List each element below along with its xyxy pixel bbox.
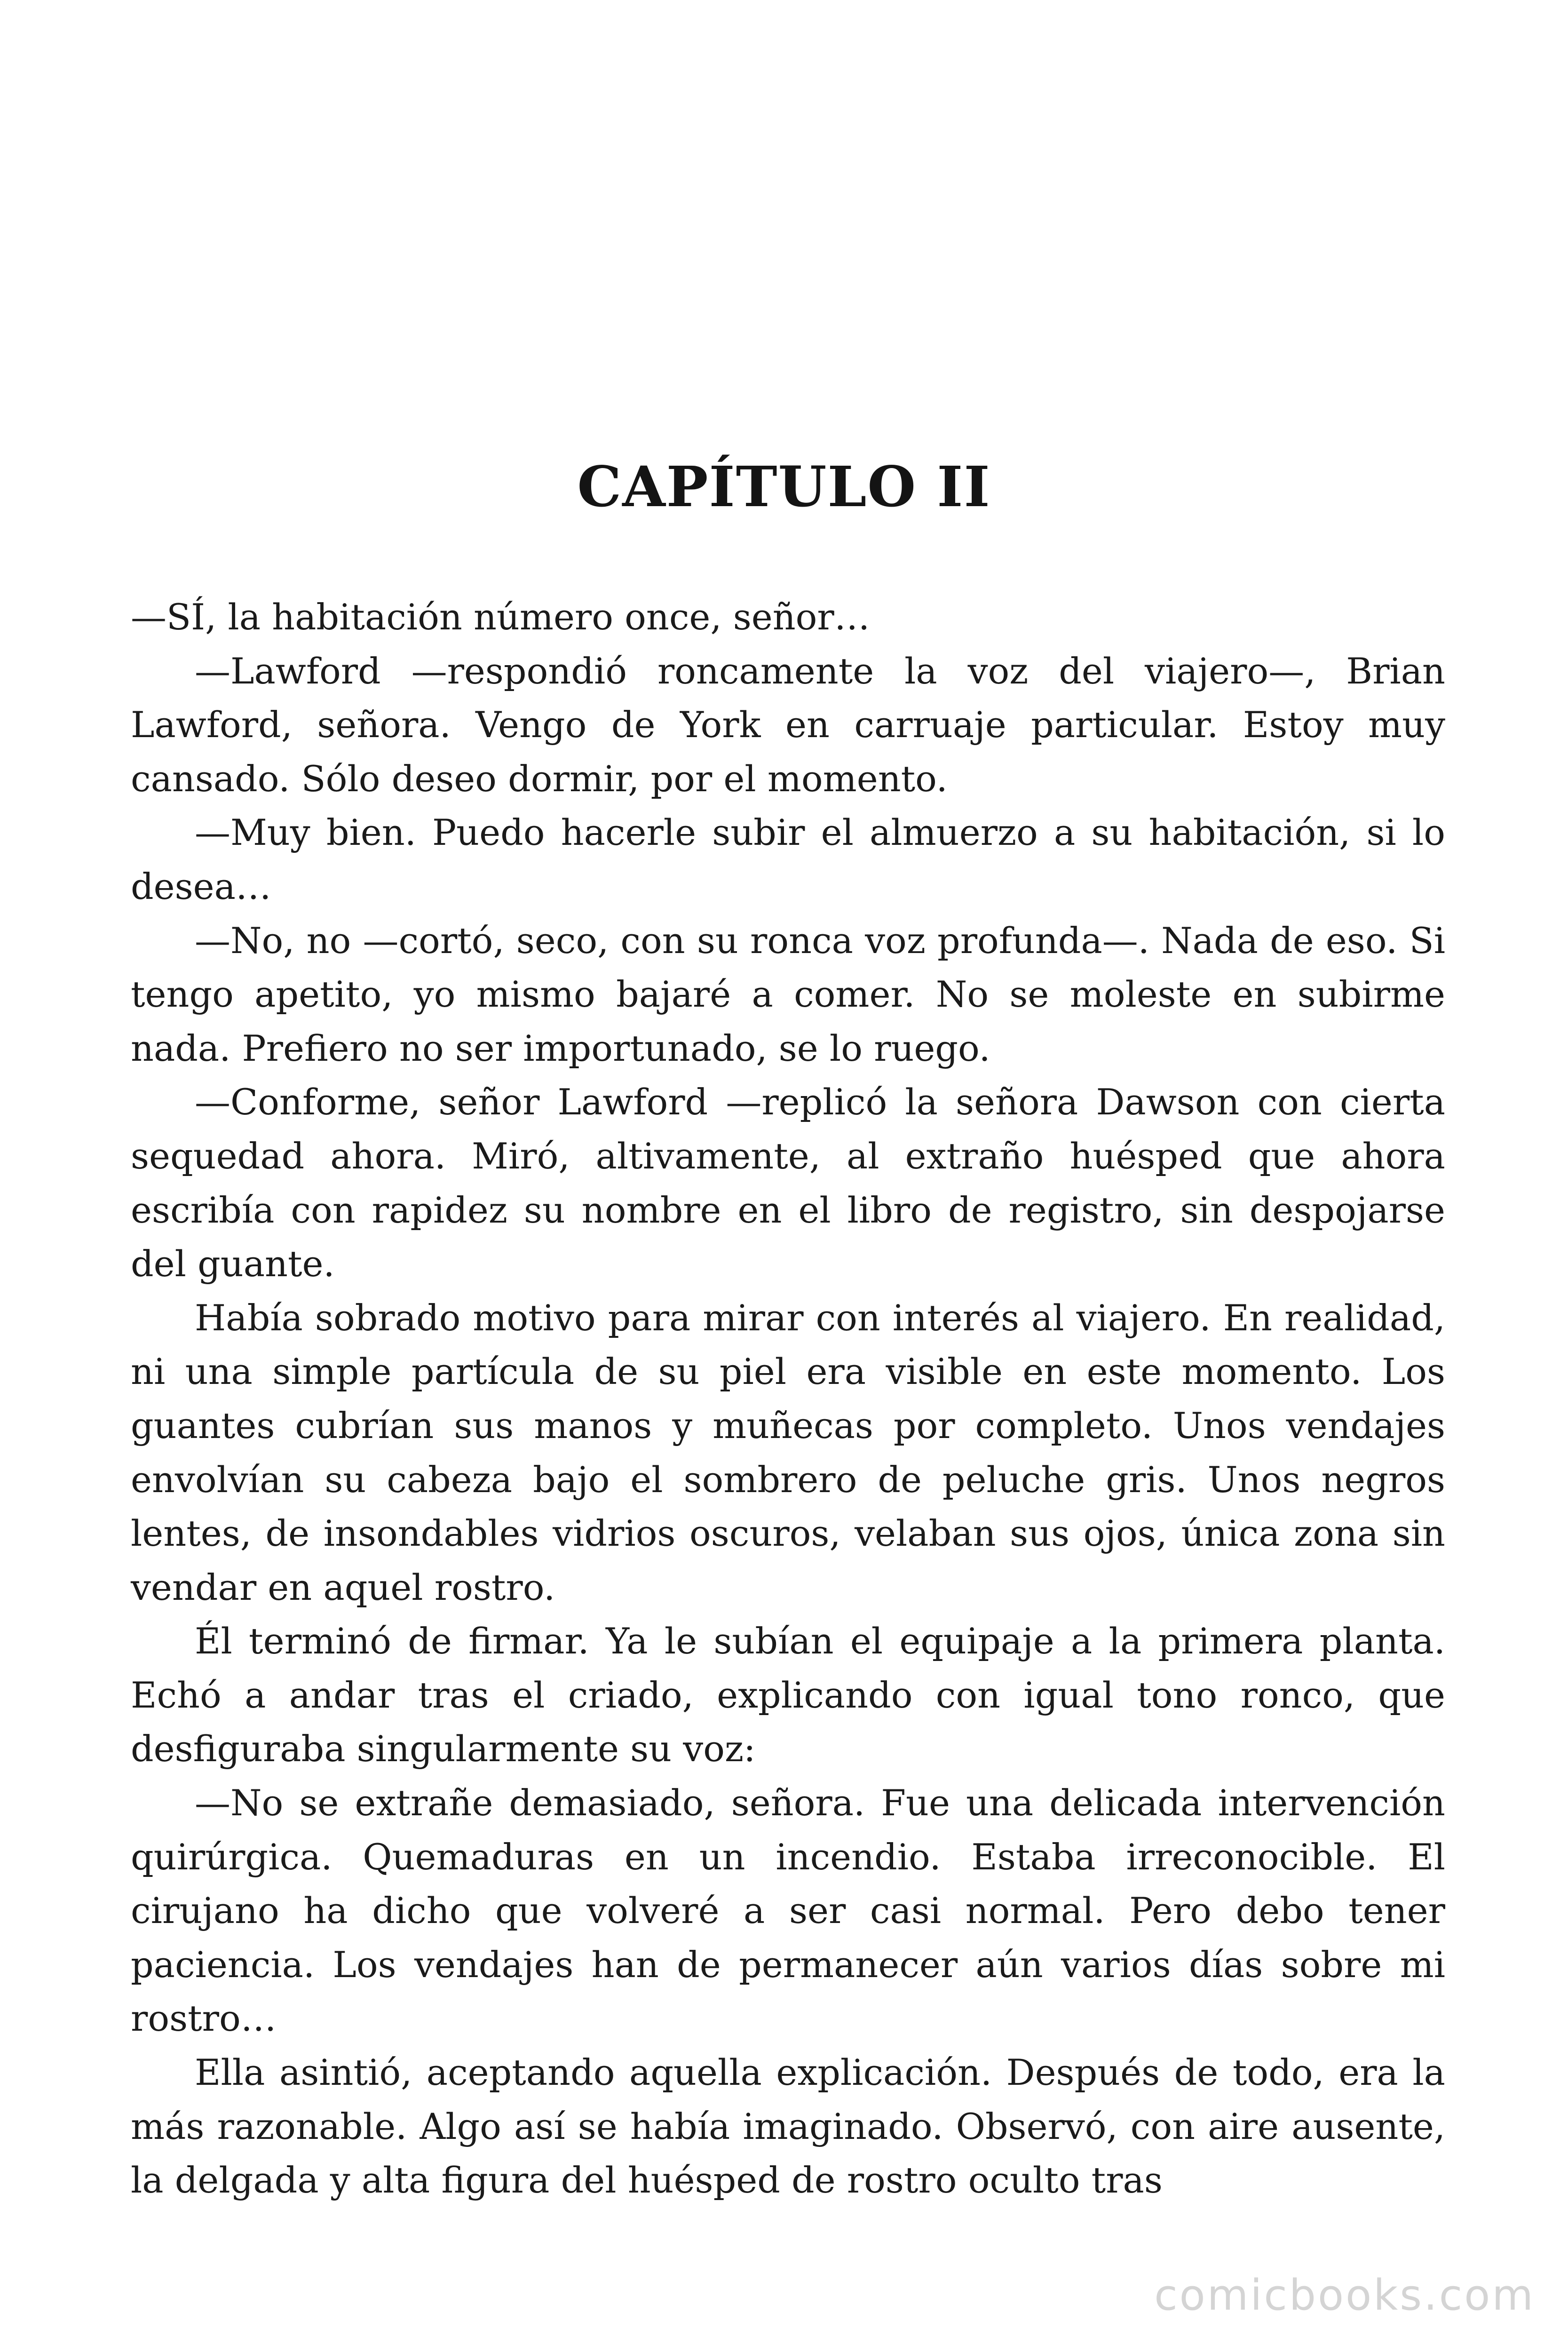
paragraph: —Conforme, señor Lawford —replicó la señora Dawson con cierta sequedad ahora. Miró, altivamente, al extraño huésped que ahora escribía con rapidez su nombre en el libro de registro, sin despojarse del guante. — [131, 1081, 1445, 1285]
watermark: comicbooks.com — [1154, 2271, 1535, 2320]
paragraph: —Muy bien. Puedo hacerle subir el almuerzo a su habitación, si lo desea… — [131, 811, 1445, 907]
chapter-body — [131, 590, 1445, 2208]
paragraph: Él terminó de firmar. Ya le subían el equipaje a la primera planta. Echó a andar tras el criado, explicando con igual tono ronco, que desfiguraba singularmente su voz: — [131, 1620, 1445, 1770]
chapter-title: CAPÍTULO II — [577, 454, 991, 519]
paragraph: —No, no —cortó, seco, con su ronca voz profunda—. Nada de eso. Si tengo apetito, yo mismo bajaré a comer. No se moleste en subirme nada. Prefiero no ser importunado, se lo ruego. — [131, 919, 1445, 1069]
paragraph: Había sobrado motivo para mirar con interés al viajero. En realidad, ni una simple partícula de su piel era visible en este momento. Los guantes cubrían sus manos y muñecas por completo. Unos vendajes envolvían su cabeza bajo el sombrero de peluche gris. Unos negros lentes, de insondables vidrios oscuros, velaban sus ojos, única zona sin vendar en aquel rostro. — [131, 1296, 1445, 1608]
paragraph: —Lawford —respondió roncamente la voz del viajero—, Brian Lawford, señora. Vengo de York en carruaje particular. Estoy muy cansado. Sólo deseo dormir, por el momento. — [131, 650, 1445, 800]
paragraph: —No se extrañe demasiado, señora. Fue una delicada intervención quirúrgica. Quemaduras en un incendio. Estaba irreconocible. El cirujano ha dicho que volveré a ser casi normal. Pero debo tener paciencia. Los vendajes han de permanecer aún varios días sobre mi rostro… — [131, 1782, 1445, 2040]
paragraph: Ella asintió, aceptando aquella explicación. Después de todo, era la más razonable. Algo así se había imaginado. Observó, con aire ausente, la delgada y alta figura del huésped de rostro oculto tras — [131, 2051, 1445, 2201]
paragraph: —SÍ, la habitación número once, señor… — [131, 596, 870, 638]
